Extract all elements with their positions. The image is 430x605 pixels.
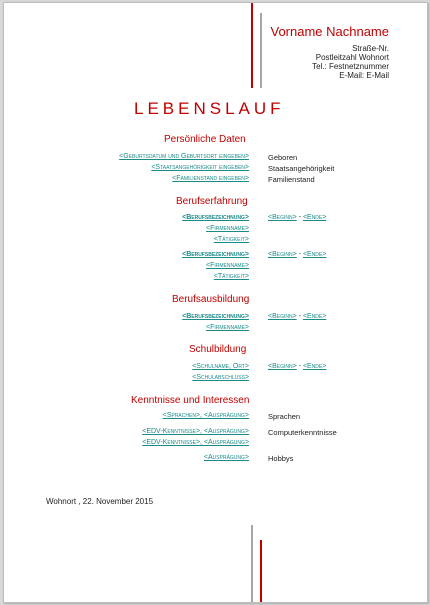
placeholder-begin[interactable]: <Beginn> xyxy=(268,313,297,320)
placeholder-marital[interactable]: <Familienstand eingeben> xyxy=(172,175,249,182)
header-email[interactable]: E-Mail: E-Mail xyxy=(339,71,389,80)
placeholder-activity-1[interactable]: <Tätigkeit> xyxy=(213,236,249,243)
label-it-skills: Computerkenntnisse xyxy=(268,428,337,437)
placeholder-activity-2[interactable]: <Tätigkeit> xyxy=(213,273,249,280)
date-separator: - xyxy=(298,251,301,258)
placeholder-company-2[interactable]: <Firmenname> xyxy=(205,262,249,269)
date-separator: - xyxy=(298,313,301,320)
section-heading-personal: Persönliche Daten xyxy=(164,134,246,145)
placeholder-school-degree[interactable]: <Schulabschluss> xyxy=(192,374,249,381)
placeholder-nationality[interactable]: <Staatsangehörigkeit eingeben> xyxy=(151,164,249,171)
placeholder-it-skills-1[interactable]: <EDV-Kenntnisse>, <Ausprägung> xyxy=(142,428,249,435)
section-heading-skills: Kenntnisse und Interessen xyxy=(131,395,250,406)
section-heading-experience: Berufserfahrung xyxy=(176,196,248,207)
placeholder-training-title[interactable]: <Berufsbezeichnung> xyxy=(182,313,249,320)
header-street[interactable]: Straße-Nr. xyxy=(352,44,389,53)
placeholder-end[interactable]: <Ende> xyxy=(302,251,327,258)
placeholder-job-title-2[interactable]: <Berufsbezeichnung> xyxy=(182,251,249,258)
placeholder-begin[interactable]: <Beginn> xyxy=(268,363,297,370)
section-heading-training: Berufsausbildung xyxy=(172,294,250,305)
placeholder-company-1[interactable]: <Firmenname> xyxy=(205,225,249,232)
date-separator: - xyxy=(298,214,301,221)
placeholder-end[interactable]: <Ende> xyxy=(302,363,327,370)
label-languages: Sprachen xyxy=(268,412,301,421)
header-phone[interactable]: Tel.: Festnetznummer xyxy=(312,62,389,71)
placeholder-end[interactable]: <Ende> xyxy=(302,313,327,320)
label-hobbies: Hobbys xyxy=(268,454,294,463)
section-heading-school: Schulbildung xyxy=(189,344,247,355)
date-range-job-2 xyxy=(268,251,326,258)
placeholder-job-title-1[interactable]: <Berufsbezeichnung> xyxy=(182,214,249,221)
placeholder-begin[interactable]: <Beginn> xyxy=(268,214,297,221)
footer-gray-rule xyxy=(251,525,253,602)
date-range-training xyxy=(268,313,326,320)
header-gray-rule xyxy=(260,13,262,88)
label-marital: Familienstand xyxy=(268,175,315,184)
header-red-rule xyxy=(251,3,253,88)
document-title: LEBENSLAUF xyxy=(134,99,285,118)
date-separator: - xyxy=(298,363,301,370)
document-page xyxy=(3,2,428,603)
placeholder-end[interactable]: <Ende> xyxy=(302,214,327,221)
footer-red-rule xyxy=(260,540,262,602)
label-nationality: Staatsangehörigkeit xyxy=(268,164,335,173)
placeholder-birth[interactable]: <Geburtsdatum und Geburtsort eingeben> xyxy=(119,153,249,160)
header-name[interactable]: Vorname Nachname xyxy=(270,24,389,39)
place-date[interactable]: Wohnort , 22. November 2015 xyxy=(46,497,154,506)
placeholder-training-company[interactable]: <Firmenname> xyxy=(205,324,249,331)
header-city[interactable]: Postleitzahl Wohnort xyxy=(315,53,389,62)
placeholder-it-skills-2[interactable]: <EDV-Kenntnisse>, <Ausprägung> xyxy=(142,439,249,446)
placeholder-school-name[interactable]: <Schulname, Ort> xyxy=(192,363,249,370)
date-range-school xyxy=(268,363,326,370)
label-born: Geboren xyxy=(268,153,298,162)
placeholder-hobbies[interactable]: <Ausprägung> xyxy=(203,454,249,461)
placeholder-begin[interactable]: <Beginn> xyxy=(268,251,297,258)
date-range-job-1 xyxy=(268,214,326,221)
placeholder-languages[interactable]: <Sprachen>, <Ausprägung> xyxy=(162,412,249,419)
